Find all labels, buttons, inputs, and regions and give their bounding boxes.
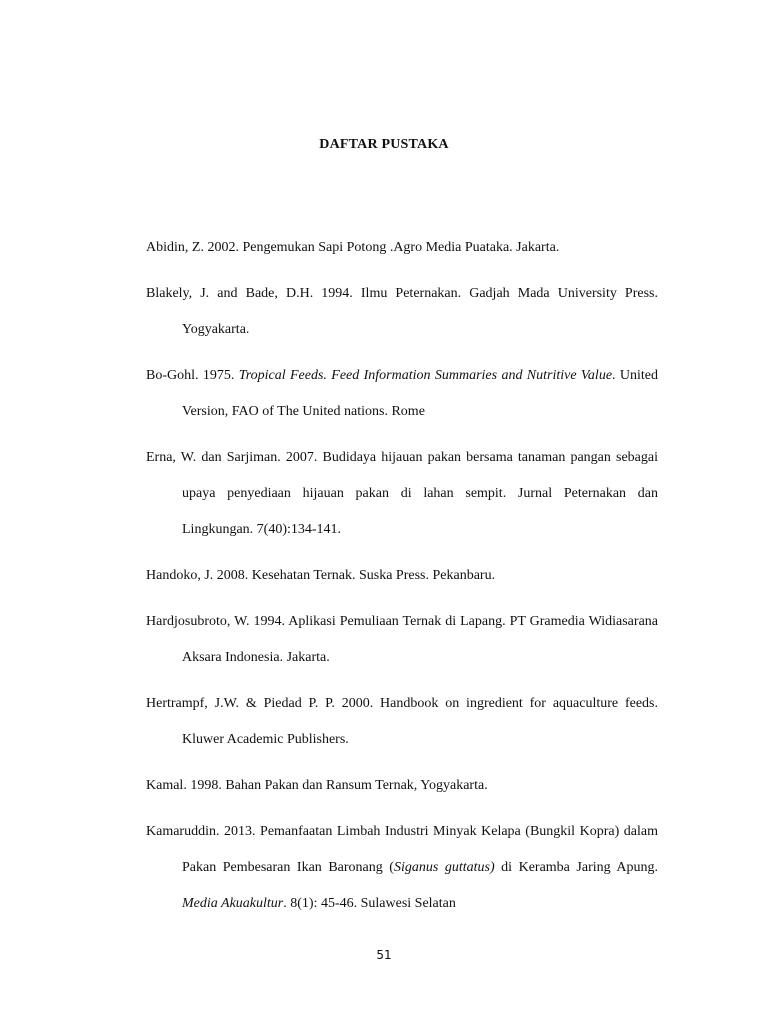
reference-hardjosubroto: Hardjosubroto, W. 1994. Aplikasi Pemuliaan Ternak di Lapang. PT Gramedia Widiasarana Aksara Indonesia. Jakarta.: [146, 614, 658, 665]
reference-kamaruddin-journal: Media Akuakultur: [182, 896, 284, 911]
reference-kamaruddin-middle: di Keramba Jaring Apung.: [494, 860, 659, 875]
reference-kamaruddin-suffix: . 8(1): 45-46. Sulawesi Selatan: [283, 896, 456, 911]
reference-hertrampf: Hertrampf, J.W. & Piedad P. P. 2000. Handbook on ingredient for aquaculture feeds. Kluwer Academic Publishers.: [146, 696, 658, 747]
reference-bo-gohl: [146, 358, 658, 430]
page-number: 51: [376, 948, 392, 962]
reference-erna: Erna, W. dan Sarjiman. 2007. Budidaya hijauan pakan bersama tanaman pangan sebagai upaya penyediaan hijauan pakan di lahan sempit. Jurnal Peternakan dan Lingkungan. 7(40):134-141.: [146, 450, 658, 537]
reference-abidin: Abidin, Z. 2002. Pengemukan Sapi Potong .Agro Media Puataka. Jakarta.: [146, 240, 560, 255]
reference-kamaruddin: [146, 814, 658, 922]
reference-kamal: Kamal. 1998. Bahan Pakan dan Ransum Ternak, Yogyakarta.: [146, 778, 488, 793]
reference-blakely: Blakely, J. and Bade, D.H. 1994. Ilmu Peternakan. Gadjah Mada University Press. Yogyakarta.: [146, 286, 658, 337]
reference-bo-gohl-prefix: Bo-Gohl. 1975.: [146, 368, 239, 383]
reference-kamaruddin-species: Siganus guttatus): [393, 860, 495, 875]
reference-handoko: Handoko, J. 2008. Kesehatan Ternak. Suska Press. Pekanbaru.: [146, 568, 496, 583]
page-title: DAFTAR PUSTAKA: [319, 137, 449, 152]
reference-bo-gohl-suffix: . United Version, FAO of The United nations. Rome: [182, 368, 658, 419]
reference-kamaruddin-prefix: Kamaruddin. 2013. Pemanfaatan Limbah Industri Minyak Kelapa (Bungkil Kopra) dalam Pakan Pembesaran Ikan Baronang (: [146, 824, 658, 875]
reference-list: [146, 230, 658, 932]
reference-bo-gohl-title: Tropical Feeds. Feed Information Summaries and Nutritive Value: [238, 368, 613, 383]
